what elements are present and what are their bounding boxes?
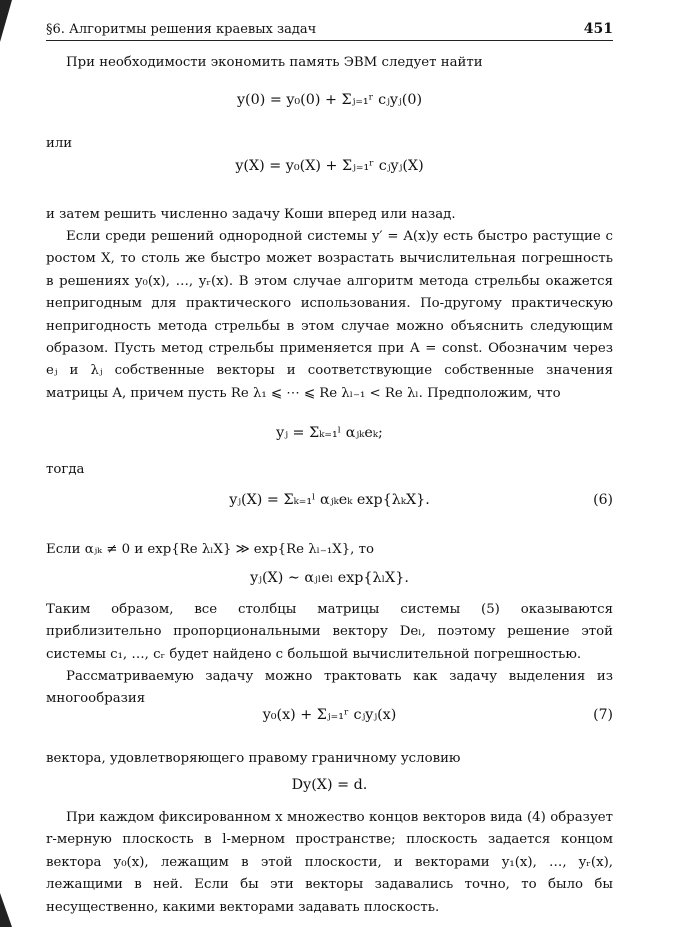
page-header <box>46 20 613 41</box>
paragraph-4: Если среди решений однородной системы y′ = A(x)y есть быстро растущие с ростом X, то столь же быстро может возрастать вычислительная погрешность в решениях y₀(x), …, yᵣ(x). В этом случае алгоритм метода стрельбы окажется непригодным для практического использования. По-другому практическую непригодность метода стрельбы в этом случае можно объяснить следующим образом. Пусть метод стрельбы применяется при A = const. Обозначим через eⱼ и λⱼ собственные векторы и соответствующие собственные значения матрицы A, причем пусть Re λ₁ ⩽ ⋯ ⩽ Re λₗ₋₁ < Re λₗ. Предположим, что <box>46 229 613 401</box>
equation-boundary: Dy(X) = d. <box>291 777 368 793</box>
page-number: 451 <box>583 21 613 37</box>
equation-y0: y(0) = y₀(0) + Σⱼ₌₁ʳ cⱼyⱼ(0) <box>236 92 423 108</box>
equation-asymptotic: yⱼ(X) ∼ αⱼₗeₗ exp{λₗX}. <box>250 570 409 586</box>
equation-number-7: (7) <box>593 707 613 723</box>
paragraph-5: тогда <box>46 462 85 477</box>
equation-yX: y(X) = y₀(X) + Σⱼ₌₁ʳ cⱼyⱼ(X) <box>235 158 424 174</box>
paragraph-9: вектора, удовлетворяющего правому граничному условию <box>46 751 461 766</box>
paragraph-2: или <box>46 136 73 151</box>
equation-yj: yⱼ = Σₖ₌₁ˡ αⱼₖeₖ; <box>276 425 383 441</box>
paragraph-1: При необходимости экономить память ЭВМ следует найти <box>66 55 483 70</box>
paragraph-3: и затем решить численно задачу Коши вперед или назад. <box>46 207 456 222</box>
paragraph-7: Таким образом, все столбцы матрицы системы (5) оказываются приблизительно пропорциональными вектору Deₗ, поэтому решение этой системы c₁, …, cᵣ будет найдено с большой вычислительной погрешностью. <box>46 602 613 662</box>
equation-number-6: (6) <box>593 492 613 508</box>
scan-edge-top <box>0 0 12 42</box>
running-head: §6. Алгоритмы решения краевых задач <box>46 22 317 37</box>
paragraph-6: Если αⱼₖ ≠ 0 и exp{Re λₗX} ≫ exp{Re λₗ₋₁X}, то <box>46 542 374 557</box>
paragraph-8: Рассматриваемую задачу можно трактовать как задачу выделения из многообразия <box>46 669 613 707</box>
equation-7: y₀(x) + Σⱼ₌₁ʳ cⱼyⱼ(x) <box>262 707 397 723</box>
paragraph-10: При каждом фиксированном x множество концов векторов вида (4) образует r-мерную плоскость в l-мерном пространстве; плоскость задается концом вектора y₀(x), лежащим в этой плоскости, и векторами y₁(x), …, yᵣ(x), лежащими в ней. Если бы эти векторы задавались точно, то было бы несущественно, какими векторами задавать плоскость. <box>46 810 613 915</box>
equation-6: yⱼ(X) = Σₖ₌₁ˡ αⱼₖeₖ exp{λₖX}. <box>229 492 430 508</box>
scan-edge-bottom <box>0 893 12 927</box>
